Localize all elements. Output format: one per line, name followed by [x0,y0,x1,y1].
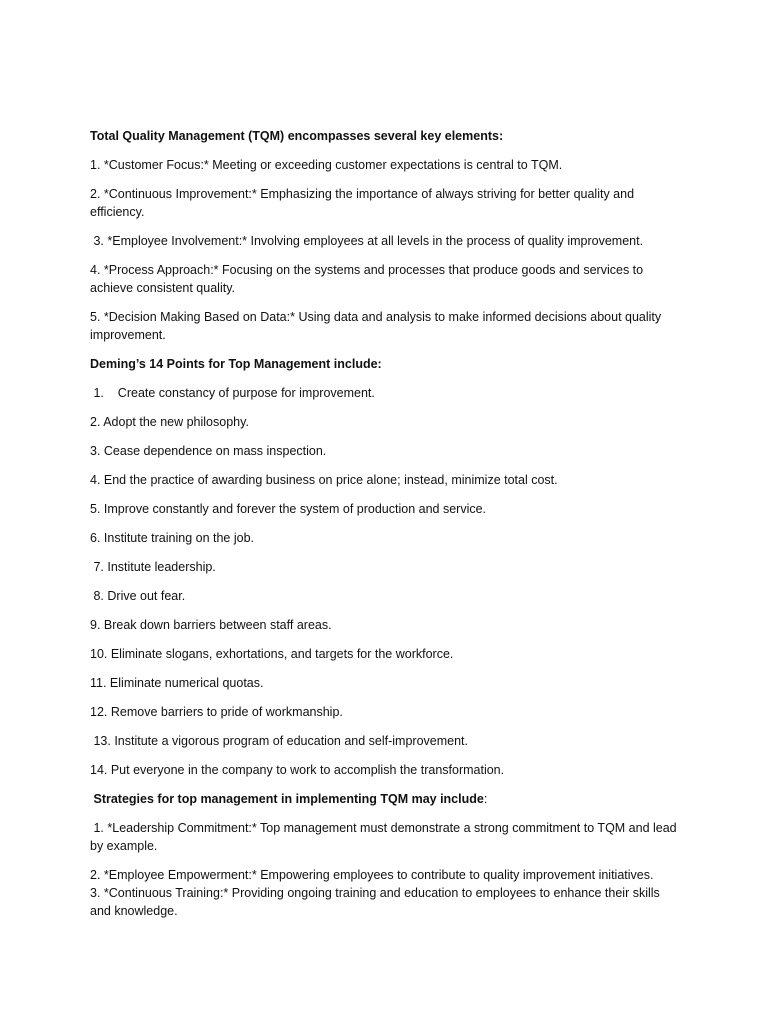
deming-point-10: 10. Eliminate slogans, exhortations, and targets for the workforce. [90,647,454,661]
tqm-heading: Total Quality Management (TQM) encompasses several key elements: [90,129,504,143]
deming-point-3: 3. Cease dependence on mass inspection. [90,444,327,458]
tqm-item-5: 5. *Decision Making Based on Data:* Using data and analysis to make informed decisions about quality improvement. [90,310,665,342]
tqm-item-2: 2. *Continuous Improvement:* Emphasizing the importance of always striving for better quality and efficiency. [90,187,638,219]
tqm-item-3: 3. *Employee Involvement:* Involving employees at all levels in the process of quality improvement. [90,234,644,248]
tqm-item-4: 4. *Process Approach:* Focusing on the systems and processes that produce goods and services to achieve consistent quality. [90,263,647,295]
strategies-heading-colon: : [483,792,488,806]
document-page [90,127,680,931]
deming-heading: Deming’s 14 Points for Top Management include: [90,357,382,371]
deming-point-12: 12. Remove barriers to pride of workmanship. [90,705,343,719]
strategy-item-2: 2. *Employee Empowerment:* Empowering employees to contribute to quality improvement initiatives. [90,868,654,882]
strategy-item-1: 1. *Leadership Commitment:* Top management must demonstrate a strong commitment to TQM and lead by example. [90,821,681,853]
deming-point-5: 5. Improve constantly and forever the system of production and service. [90,502,487,516]
deming-point-1: 1. Create constancy of purpose for improvement. [90,386,375,400]
deming-point-7: 7. Institute leadership. [90,560,216,574]
deming-point-9: 9. Break down barriers between staff areas. [90,618,332,632]
deming-point-13: 13. Institute a vigorous program of education and self-improvement. [90,734,468,748]
deming-point-4: 4. End the practice of awarding business on price alone; instead, minimize total cost. [90,473,558,487]
deming-point-2: 2. Adopt the new philosophy. [90,415,249,429]
strategies-heading-line [90,790,680,808]
deming-point-11: 11. Eliminate numerical quotas. [90,676,264,690]
deming-point-6: 6. Institute training on the job. [90,531,254,545]
strategy-item-3: 3. *Continuous Training:* Providing ongoing training and education to employees to enhance their skills and knowledge. [90,886,664,918]
tqm-item-1: 1. *Customer Focus:* Meeting or exceeding customer expectations is central to TQM. [90,158,563,172]
deming-point-8: 8. Drive out fear. [90,589,186,603]
deming-point-14: 14. Put everyone in the company to work to accomplish the transformation. [90,763,505,777]
strategies-heading: Strategies for top management in implementing TQM may include [90,792,484,806]
